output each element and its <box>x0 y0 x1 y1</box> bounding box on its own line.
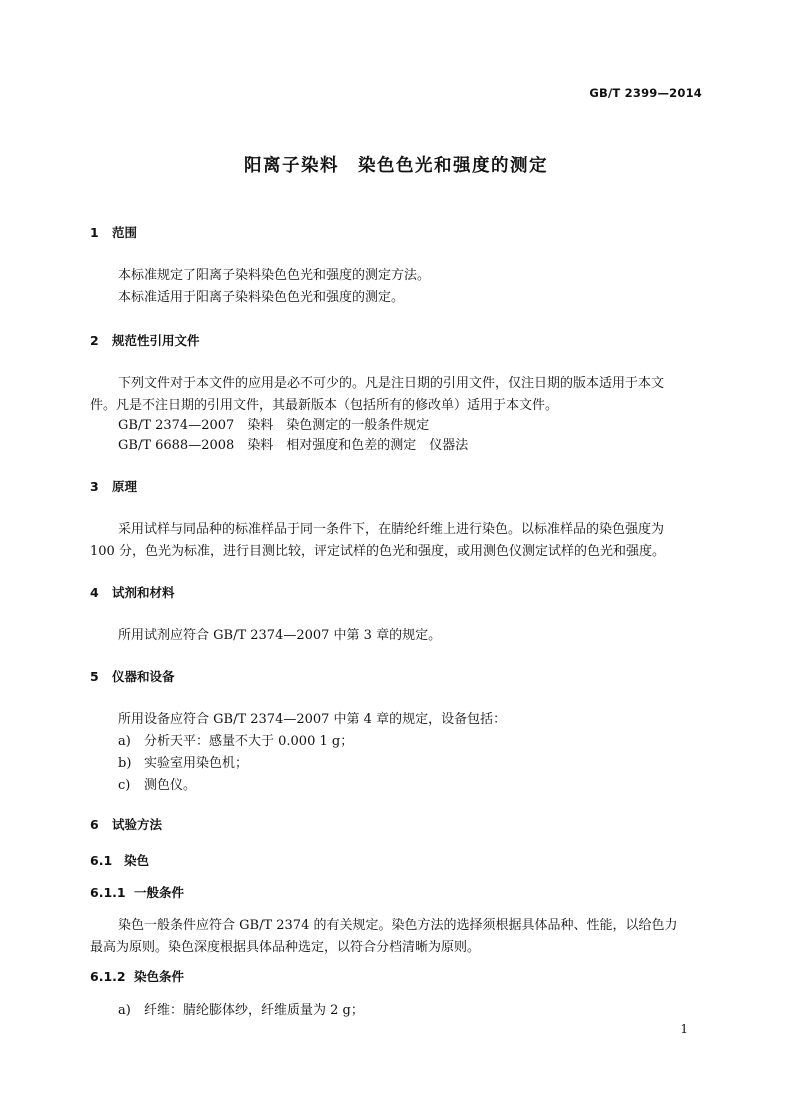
section-title: 染色 <box>124 853 150 868</box>
section-number: 4 <box>90 585 99 600</box>
list-label: b) <box>118 756 132 771</box>
section-title: 规范性引用文件 <box>112 333 200 348</box>
section-number: 6.1 <box>90 853 113 868</box>
list-label: c) <box>118 778 131 793</box>
paragraph: 件。凡是不注日期的引用文件，其最新版本（包括所有的修改单）适用于本文件。 <box>90 398 559 413</box>
section-number: 5 <box>90 669 99 684</box>
list-label: a) <box>118 734 131 749</box>
reference-item: GB/T 6688—2008 染料 相对强度和色差的测定 仪器法 <box>118 438 469 453</box>
section-5-heading <box>90 667 175 685</box>
paragraph: 100 分，色光为标准，进行目测比较，评定试样的色光和强度，或用测色仪测定试样的色光和强度。 <box>90 544 665 559</box>
standard-number: GB/T 2399—2014 <box>589 86 702 100</box>
list-text: 测色仪。 <box>144 778 197 793</box>
paragraph: 本标准规定了阳离子染料染色色光和强度的测定方法。 <box>118 268 431 283</box>
section-1-heading <box>90 223 137 241</box>
section-number: 6.1.2 <box>90 969 126 984</box>
paragraph: 采用试样与同品种的标准样品于同一条件下，在腈纶纤维上进行染色。以标准样品的染色强度为 <box>118 522 665 537</box>
reference-item: GB/T 2374—2007 染料 染色测定的一般条件规定 <box>118 418 430 433</box>
list-label: a) <box>118 1003 131 1018</box>
section-title: 染色条件 <box>134 969 185 984</box>
section-number: 2 <box>90 333 99 348</box>
section-4-heading <box>90 583 175 601</box>
list-text: 纤维：腈纶膨体纱，纤维质量为 2 g； <box>144 1003 364 1018</box>
section-number: 1 <box>90 225 99 240</box>
paragraph: 所用试剂应符合 GB/T 2374—2007 中第 3 章的规定。 <box>118 628 442 643</box>
subsection-6-1-1-heading <box>90 883 184 901</box>
list-item <box>118 999 364 1018</box>
list-item <box>118 730 353 749</box>
section-number: 6.1.1 <box>90 885 126 900</box>
section-number: 3 <box>90 479 99 494</box>
section-title: 范围 <box>112 225 138 240</box>
paragraph: 最高为原则。染色深度根据具体品种选定，以符合分档清晰为原则。 <box>90 940 481 955</box>
list-text: 实验室用染色机； <box>144 756 249 771</box>
page-number: 1 <box>680 1022 688 1036</box>
section-title: 试验方法 <box>112 817 163 832</box>
section-number: 6 <box>90 817 99 832</box>
paragraph: 下列文件对于本文件的应用是必不可少的。凡是注日期的引用文件，仅注日期的版本适用于本文 <box>118 376 665 391</box>
paragraph: 染色一般条件应符合 GB/T 2374 的有关规定。染色方法的选择须根据具体品种、性能，以给色力 <box>118 918 678 933</box>
section-3-heading <box>90 477 137 495</box>
document-title: 阳离子染料 染色色光和强度的测定 <box>244 156 548 176</box>
list-item <box>118 774 196 793</box>
section-title: 一般条件 <box>134 885 185 900</box>
subsection-6-1-heading <box>90 851 149 869</box>
list-text: 分析天平：感量不大于 0.000 1 g； <box>144 734 354 749</box>
section-title: 仪器和设备 <box>112 669 175 684</box>
paragraph: 所用设备应符合 GB/T 2374—2007 中第 4 章的规定，设备包括： <box>118 712 507 727</box>
section-title: 原理 <box>112 479 138 494</box>
section-title: 试剂和材料 <box>112 585 175 600</box>
section-2-heading <box>90 331 200 349</box>
subsection-6-1-2-heading <box>90 967 184 985</box>
section-6-heading <box>90 815 162 833</box>
paragraph: 本标准适用于阳离子染料染色色光和强度的测定。 <box>118 290 405 305</box>
list-item <box>118 752 248 771</box>
